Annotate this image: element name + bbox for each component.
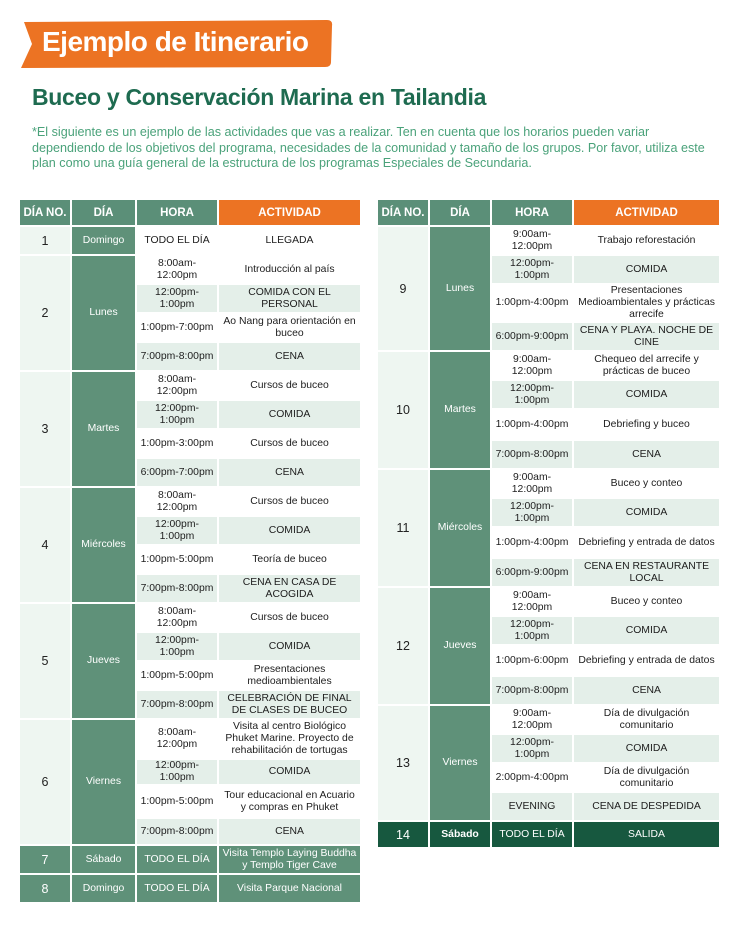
time-cell: 1:00pm-6:00pm xyxy=(492,646,572,675)
table-header xyxy=(378,200,719,225)
activity-cell: COMIDA xyxy=(574,256,719,283)
activity-cell: CENA DE DESPEDIDA xyxy=(574,793,719,820)
table-row xyxy=(20,256,360,283)
activity-cell: CELEBRACIÓN DE FINAL DE CLASES DE BUCEO xyxy=(219,691,360,718)
time-cell: 12:00pm-1:00pm xyxy=(492,256,572,283)
day-name: Lunes xyxy=(430,227,490,350)
table-row xyxy=(20,633,360,660)
activity-cell: COMIDA xyxy=(219,517,360,544)
activity-cell: COMIDA xyxy=(574,617,719,644)
day-number: 9 xyxy=(378,227,428,350)
time-cell: EVENING xyxy=(492,793,572,820)
day-number: 14 xyxy=(378,822,428,847)
banner-title: Ejemplo de Itinerario xyxy=(42,26,309,57)
page-title: Buceo y Conservación Marina en Tailandia xyxy=(32,84,487,110)
day-number: 13 xyxy=(378,706,428,820)
time-cell: 1:00pm-4:00pm xyxy=(492,285,572,321)
header-dia: DÍA xyxy=(430,200,490,225)
activity-cell: Cursos de buceo xyxy=(219,372,360,399)
activity-cell: CENA EN CASA DE ACOGIDA xyxy=(219,575,360,602)
time-cell: 9:00am-12:00pm xyxy=(492,470,572,497)
day-number: 11 xyxy=(378,470,428,586)
header-dia: DÍA xyxy=(72,200,135,225)
time-cell: 1:00pm-5:00pm xyxy=(137,786,217,817)
table-row xyxy=(20,846,360,873)
activity-cell: Trabajo reforestación xyxy=(574,227,719,254)
time-cell: 6:00pm-9:00pm xyxy=(492,323,572,350)
activity-cell: CENA xyxy=(574,441,719,468)
itinerary-table-right xyxy=(376,198,721,849)
intro-paragraph: *El siguiente es un ejemplo de las actividades que vas a realizar. Ten en cuenta que los horarios pueden variar dependiendo de los objetivos del programa, necesidades de la comunidad y tamaño de los grupos. Por favor, utiliza este plan como una guía general de la estructura de los programas Especiales de Secundaria. xyxy=(32,125,705,171)
activity-cell: Buceo y conteo xyxy=(574,470,719,497)
activity-cell: CENA xyxy=(219,343,360,370)
time-cell: 9:00am-12:00pm xyxy=(492,706,572,733)
activity-cell: CENA EN RESTAURANTE LOCAL xyxy=(574,559,719,586)
day-name: Martes xyxy=(72,372,135,486)
activity-cell: Debriefing y entrada de datos xyxy=(574,528,719,557)
activity-cell: Cursos de buceo xyxy=(219,488,360,515)
day-name: Sábado xyxy=(72,846,135,873)
activity-cell: Cursos de buceo xyxy=(219,430,360,457)
activity-cell: Teoría de buceo xyxy=(219,546,360,573)
time-cell: TODO EL DÍA xyxy=(137,846,217,873)
day-name: Jueves xyxy=(430,588,490,704)
activity-cell: Día de divulgación comunitario xyxy=(574,764,719,791)
activity-cell: Tour educacional en Acuario y compras en Phuket xyxy=(219,786,360,817)
time-cell: 7:00pm-8:00pm xyxy=(492,677,572,704)
activity-cell: Ao Nang para orientación en buceo xyxy=(219,314,360,341)
activity-cell: Visita Parque Nacional xyxy=(219,875,360,902)
table-row xyxy=(20,227,360,254)
day-number: 5 xyxy=(20,604,70,718)
activity-cell: Visita al centro Biológico Phuket Marine. Proyecto de rehabilitación de tortugas xyxy=(219,720,360,758)
activity-cell: COMIDA xyxy=(574,499,719,526)
time-cell: 7:00pm-8:00pm xyxy=(492,441,572,468)
activity-cell: LLEGADA xyxy=(219,227,360,254)
time-cell: 12:00pm-1:00pm xyxy=(492,499,572,526)
time-cell: 7:00pm-8:00pm xyxy=(137,343,217,370)
activity-cell: Visita Templo Laying Buddha y Templo Tiger Cave xyxy=(219,846,360,873)
table-row xyxy=(20,819,360,844)
activity-cell: Debriefing y entrada de datos xyxy=(574,646,719,675)
activity-cell: COMIDA xyxy=(219,633,360,660)
time-cell: 1:00pm-4:00pm xyxy=(492,410,572,439)
day-name: Miércoles xyxy=(430,470,490,586)
table-row xyxy=(20,517,360,544)
time-cell: 7:00pm-8:00pm xyxy=(137,575,217,602)
time-cell: 8:00am-12:00pm xyxy=(137,256,217,283)
header-hora: HORA xyxy=(492,200,572,225)
table-row xyxy=(20,459,360,486)
table-row xyxy=(20,343,360,370)
time-cell: 8:00am-12:00pm xyxy=(137,372,217,399)
day-name: Domingo xyxy=(72,227,135,254)
day-number: 7 xyxy=(20,846,70,873)
time-cell: 12:00pm-1:00pm xyxy=(492,617,572,644)
time-cell: 6:00pm-7:00pm xyxy=(137,459,217,486)
time-cell: 9:00am-12:00pm xyxy=(492,352,572,379)
time-cell: 9:00am-12:00pm xyxy=(492,588,572,615)
header-dia-no: DÍA NO. xyxy=(20,200,70,225)
activity-cell: COMIDA xyxy=(574,735,719,762)
day-number: 4 xyxy=(20,488,70,602)
time-cell: 12:00pm-1:00pm xyxy=(137,633,217,660)
activity-cell: CENA xyxy=(219,459,360,486)
table-row xyxy=(20,372,360,399)
day-number: 3 xyxy=(20,372,70,486)
title-banner xyxy=(18,20,333,68)
time-cell: 12:00pm-1:00pm xyxy=(492,735,572,762)
time-cell: 1:00pm-3:00pm xyxy=(137,430,217,457)
activity-cell: COMIDA xyxy=(574,381,719,408)
time-cell: 1:00pm-4:00pm xyxy=(492,528,572,557)
table-row xyxy=(20,401,360,428)
table-row xyxy=(20,314,360,341)
day-number: 1 xyxy=(20,227,70,254)
activity-cell: CENA xyxy=(574,677,719,704)
activity-cell: Chequeo del arrecife y prácticas de buceo xyxy=(574,352,719,379)
time-cell: 1:00pm-5:00pm xyxy=(137,662,217,689)
activity-cell: CENA xyxy=(219,819,360,844)
time-cell: 12:00pm-1:00pm xyxy=(137,517,217,544)
time-cell: 8:00am-12:00pm xyxy=(137,720,217,758)
activity-cell: Presentaciones medioambientales xyxy=(219,662,360,689)
table-row xyxy=(20,875,360,902)
activity-cell: Buceo y conteo xyxy=(574,588,719,615)
day-number: 8 xyxy=(20,875,70,902)
time-cell: TODO EL DÍA xyxy=(492,822,572,847)
time-cell: 6:00pm-9:00pm xyxy=(492,559,572,586)
time-cell: 8:00am-12:00pm xyxy=(137,488,217,515)
header-actividad: ACTIVIDAD xyxy=(219,200,360,225)
table-row xyxy=(20,604,360,631)
activity-cell: Debriefing y buceo xyxy=(574,410,719,439)
table-row xyxy=(378,470,719,497)
activity-cell: Introducción al país xyxy=(219,256,360,283)
table-row xyxy=(20,430,360,457)
time-cell: 12:00pm-1:00pm xyxy=(137,285,217,312)
day-name: Martes xyxy=(430,352,490,468)
activity-cell: COMIDA xyxy=(219,760,360,784)
table-row xyxy=(20,720,360,758)
activity-cell: Día de divulgación comunitario xyxy=(574,706,719,733)
time-cell: 12:00pm-1:00pm xyxy=(137,401,217,428)
header-actividad: ACTIVIDAD xyxy=(574,200,719,225)
table-row xyxy=(378,706,719,733)
day-number: 12 xyxy=(378,588,428,704)
time-cell: 7:00pm-8:00pm xyxy=(137,691,217,718)
table-row xyxy=(378,352,719,379)
time-cell: 1:00pm-5:00pm xyxy=(137,546,217,573)
time-cell: 1:00pm-7:00pm xyxy=(137,314,217,341)
activity-cell: Cursos de buceo xyxy=(219,604,360,631)
day-name: Viernes xyxy=(430,706,490,820)
activity-cell: SALIDA xyxy=(574,822,719,847)
table-header xyxy=(20,200,360,225)
day-name: Miércoles xyxy=(72,488,135,602)
activity-cell: COMIDA xyxy=(219,401,360,428)
table-row xyxy=(20,691,360,718)
header-hora: HORA xyxy=(137,200,217,225)
day-number: 2 xyxy=(20,256,70,370)
table-row xyxy=(378,588,719,615)
day-name: Jueves xyxy=(72,604,135,718)
header-dia-no: DÍA NO. xyxy=(378,200,428,225)
time-cell: 7:00pm-8:00pm xyxy=(137,819,217,844)
time-cell: 9:00am-12:00pm xyxy=(492,227,572,254)
activity-cell: COMIDA CON EL PERSONAL xyxy=(219,285,360,312)
table-row xyxy=(20,575,360,602)
day-number: 6 xyxy=(20,720,70,844)
itinerary-table-left xyxy=(18,198,362,904)
time-cell: 12:00pm-1:00pm xyxy=(492,381,572,408)
table-row xyxy=(378,227,719,254)
time-cell: 12:00pm-1:00pm xyxy=(137,760,217,784)
table-row xyxy=(20,285,360,312)
time-cell: TODO EL DÍA xyxy=(137,875,217,902)
table-row xyxy=(20,786,360,817)
activity-cell: CENA Y PLAYA. NOCHE DE CINE xyxy=(574,323,719,350)
time-cell: 8:00am-12:00pm xyxy=(137,604,217,631)
day-name: Lunes xyxy=(72,256,135,370)
day-name: Domingo xyxy=(72,875,135,902)
table-row xyxy=(20,546,360,573)
table-row xyxy=(20,488,360,515)
table-row xyxy=(378,822,719,847)
day-name: Viernes xyxy=(72,720,135,844)
day-number: 10 xyxy=(378,352,428,468)
table-row xyxy=(20,760,360,784)
time-cell: 2:00pm-4:00pm xyxy=(492,764,572,791)
day-name: Sábado xyxy=(430,822,490,847)
table-row xyxy=(20,662,360,689)
activity-cell: Presentaciones Medioambientales y prácticas arrecife xyxy=(574,285,719,321)
time-cell: TODO EL DÍA xyxy=(137,227,217,254)
